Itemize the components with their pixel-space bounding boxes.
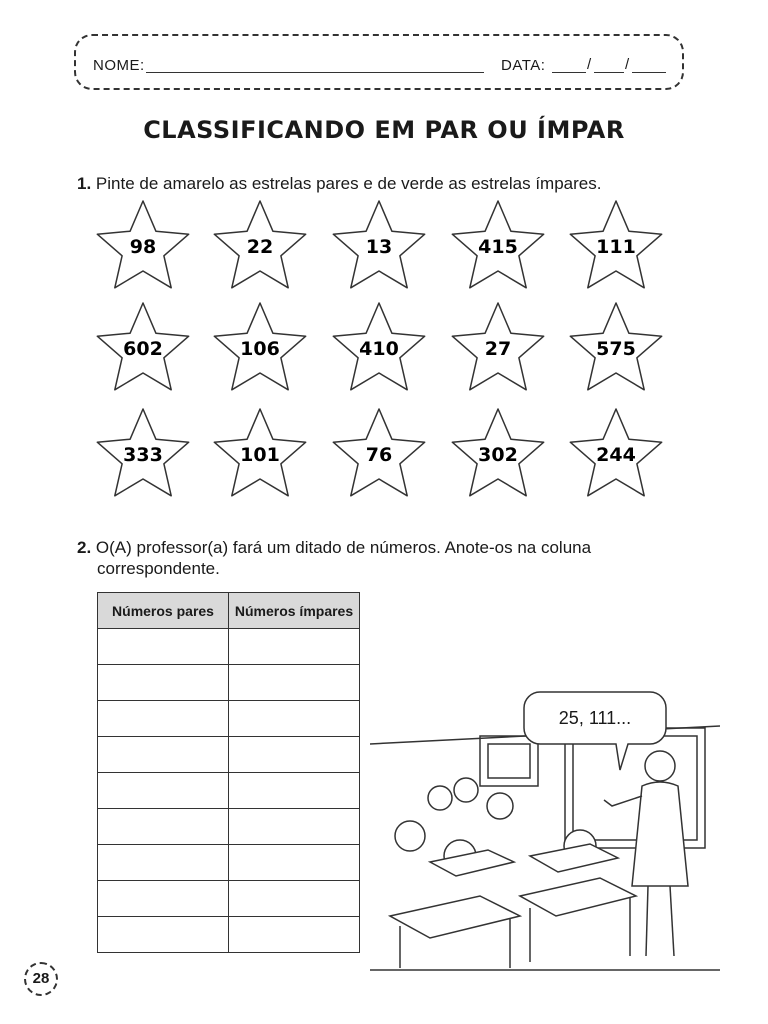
even-number-cell[interactable] xyxy=(98,845,229,881)
date-slash-2: / xyxy=(625,56,630,73)
table-row xyxy=(98,845,360,881)
odd-number-cell[interactable] xyxy=(229,845,360,881)
question-2-number: 2. xyxy=(77,538,92,557)
dictation-table xyxy=(97,592,360,953)
even-number-cell[interactable] xyxy=(98,665,229,701)
star[interactable] xyxy=(570,409,661,496)
even-number-cell[interactable] xyxy=(98,701,229,737)
star[interactable] xyxy=(97,303,188,390)
odd-number-cell[interactable] xyxy=(229,881,360,917)
odd-number-cell[interactable] xyxy=(229,809,360,845)
question-1-number: 1. xyxy=(77,174,92,193)
date-day-field[interactable] xyxy=(552,72,586,73)
date-year-field[interactable] xyxy=(632,72,666,73)
star-number: 27 xyxy=(484,338,512,360)
table-row xyxy=(98,881,360,917)
star-number: 575 xyxy=(596,338,636,360)
header-odd-numbers: Números ímpares xyxy=(229,593,360,629)
speech-bubble-text: 25, 111... xyxy=(558,708,632,728)
star[interactable] xyxy=(333,201,424,288)
star-number: 111 xyxy=(596,236,636,258)
name-field[interactable] xyxy=(146,72,484,73)
star-number: 410 xyxy=(359,338,399,360)
odd-number-cell[interactable] xyxy=(229,773,360,809)
star[interactable] xyxy=(452,303,543,390)
speech-bubble xyxy=(524,692,666,770)
blackboard xyxy=(565,728,705,848)
classroom-illustration xyxy=(370,686,720,972)
table-row xyxy=(98,629,360,665)
star[interactable] xyxy=(214,303,305,390)
odd-number-cell[interactable] xyxy=(229,737,360,773)
star[interactable] xyxy=(452,409,543,496)
date-slash-1: / xyxy=(587,56,592,73)
even-number-cell[interactable] xyxy=(98,629,229,665)
even-number-cell[interactable] xyxy=(98,881,229,917)
star-number: 415 xyxy=(478,236,518,258)
star-number: 101 xyxy=(240,444,280,466)
name-label: NOME: xyxy=(93,57,145,74)
star-number: 13 xyxy=(365,236,393,258)
header-even-numbers: Números pares xyxy=(98,593,229,629)
star[interactable] xyxy=(333,409,424,496)
date-month-field[interactable] xyxy=(594,72,624,73)
table-row xyxy=(98,737,360,773)
star-number: 106 xyxy=(240,338,280,360)
star[interactable] xyxy=(570,303,661,390)
page-number: 28 xyxy=(24,962,58,996)
star-number: 333 xyxy=(123,444,163,466)
star[interactable] xyxy=(333,303,424,390)
star-number: 244 xyxy=(596,444,636,466)
star[interactable] xyxy=(452,201,543,288)
even-number-cell[interactable] xyxy=(98,773,229,809)
even-number-cell[interactable] xyxy=(98,917,229,953)
star[interactable] xyxy=(214,409,305,496)
star[interactable] xyxy=(570,201,661,288)
star[interactable] xyxy=(214,201,305,288)
stars-grid xyxy=(0,195,768,505)
odd-number-cell[interactable] xyxy=(229,701,360,737)
table-row xyxy=(98,701,360,737)
table-row xyxy=(98,773,360,809)
name-date-box xyxy=(74,34,684,90)
star-number: 602 xyxy=(123,338,163,360)
table-row xyxy=(98,917,360,953)
question-2-text: O(A) professor(a) fará um ditado de números. Anote-os na coluna xyxy=(95,538,592,557)
question-2-text-line2: correspondente. xyxy=(97,559,220,578)
page-title: CLASSIFICANDO EM PAR OU ÍMPAR xyxy=(143,116,625,144)
question-1-text: Pinte de amarelo as estrelas pares e de verde as estrelas ímpares. xyxy=(95,174,602,193)
star[interactable] xyxy=(97,201,188,288)
star-number: 76 xyxy=(365,444,393,466)
star-number: 22 xyxy=(246,236,274,258)
question-2 xyxy=(77,536,591,559)
date-label: DATA: xyxy=(501,57,546,74)
star-number: 98 xyxy=(129,236,157,258)
odd-number-cell[interactable] xyxy=(229,665,360,701)
star-number: 302 xyxy=(478,444,518,466)
star[interactable] xyxy=(97,409,188,496)
odd-number-cell[interactable] xyxy=(229,629,360,665)
question-1 xyxy=(77,172,601,195)
odd-number-cell[interactable] xyxy=(229,917,360,953)
table-row xyxy=(98,665,360,701)
table-row xyxy=(98,809,360,845)
even-number-cell[interactable] xyxy=(98,737,229,773)
even-number-cell[interactable] xyxy=(98,809,229,845)
